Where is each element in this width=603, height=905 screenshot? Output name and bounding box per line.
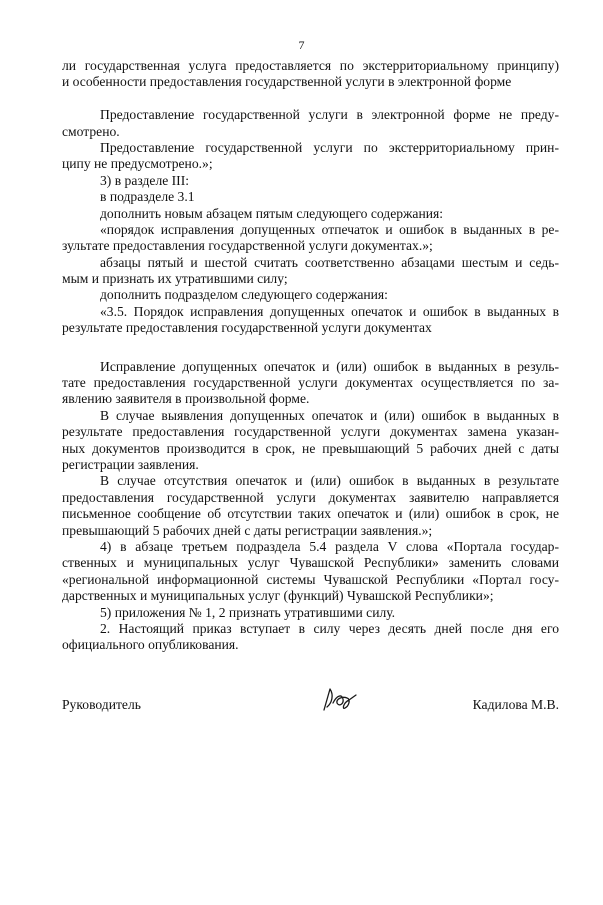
text-line: Исправление допущенных опечаток и (или) ошибок в выданных в резуль- bbox=[100, 358, 559, 374]
text-line: «3.5. Порядок исправления допущенных опечаток и ошибок в выданных в bbox=[100, 303, 559, 319]
text-line: дополнить подразделом следующего содержания: bbox=[100, 287, 388, 303]
text-line: ли государственная услуга предоставляется по экстерриториальному принципу) bbox=[62, 58, 559, 73]
text-line: 5) приложения № 1, 2 признать утратившими силу. bbox=[100, 604, 396, 620]
text-line: ципу не предусмотрено.»; bbox=[62, 156, 213, 172]
text-line: 4) в абзаце третьем подраздела 5.4 раздела V слова «Портала государ- bbox=[100, 538, 559, 554]
text-line: и особенности предоставления государственной услуги в электронной форме bbox=[62, 74, 512, 90]
text-line: «региональной информационной системы Чувашской Республики «Портал госу- bbox=[62, 571, 559, 587]
text-line: зультате предоставления государственной услуги документах.»; bbox=[62, 238, 433, 254]
signer-name: Кадилова М.В. bbox=[472, 697, 559, 712]
text-line: Предоставление государственной услуги в электронной форме не преду- bbox=[100, 107, 559, 123]
text-line: регистрации заявления. bbox=[62, 456, 199, 472]
text-line: дарственных и муниципальных услуг (функций) Чувашской Республики»; bbox=[62, 588, 494, 604]
blank-line bbox=[62, 91, 559, 107]
text-line: абзацы пятый и шестой считать соответственно абзацами шестым и седь- bbox=[100, 254, 559, 270]
text-line: в подразделе 3.1 bbox=[100, 189, 195, 205]
text-line: смотрено. bbox=[62, 123, 120, 139]
document-body bbox=[62, 58, 559, 654]
signer-position: Руководитель bbox=[62, 697, 141, 712]
text-line: В случае выявления допущенных опечаток и (или) ошибок в выданных в bbox=[100, 407, 559, 423]
text-line: предоставления государственной услуги документах заявителю направляется bbox=[62, 489, 559, 505]
text-line: ных документов производится в срок, не превышающий 5 рабочих дней с даты bbox=[62, 440, 559, 456]
text-line: тате предоставления государственной услуги документах осуществляется по за- bbox=[62, 375, 559, 391]
text-line: явлению заявителя в произвольной форме. bbox=[62, 391, 310, 407]
text-line: Предоставление государственной услуги по экстерриториальному прин- bbox=[100, 139, 559, 155]
page-number: 7 bbox=[298, 38, 305, 52]
blank-line bbox=[62, 337, 559, 359]
text-line: дополнить новым абзацем пятым следующего содержания: bbox=[100, 205, 444, 221]
text-line: результате предоставления государственной услуги документах bbox=[62, 320, 432, 336]
text-line: результате предоставления государственной услуги документах замена указан- bbox=[62, 424, 559, 440]
text-line: официального опубликования. bbox=[62, 637, 239, 653]
text-line: В случае отсутствия опечаток и (или) ошибок в выданных в результате bbox=[100, 473, 559, 489]
signature-row bbox=[62, 697, 559, 713]
text-line: письменное сообщение об отсутствии таких опечаток и (или) ошибок в срок, не bbox=[62, 506, 559, 522]
text-line: ственных и муниципальных услуг Чувашской Республики» заменить словами bbox=[62, 555, 559, 571]
text-line: «порядок исправления допущенных отпечаток и ошибок в выданных в ре- bbox=[100, 221, 559, 237]
text-line: превышающий 5 рабочих дней с даты регистрации заявления.»; bbox=[62, 522, 433, 538]
text-line: мым и признать их утратившими силу; bbox=[62, 271, 288, 287]
text-line: 2. Настоящий приказ вступает в силу через десять дней после дня его bbox=[100, 620, 559, 636]
text-line: 3) в разделе III: bbox=[100, 172, 190, 188]
